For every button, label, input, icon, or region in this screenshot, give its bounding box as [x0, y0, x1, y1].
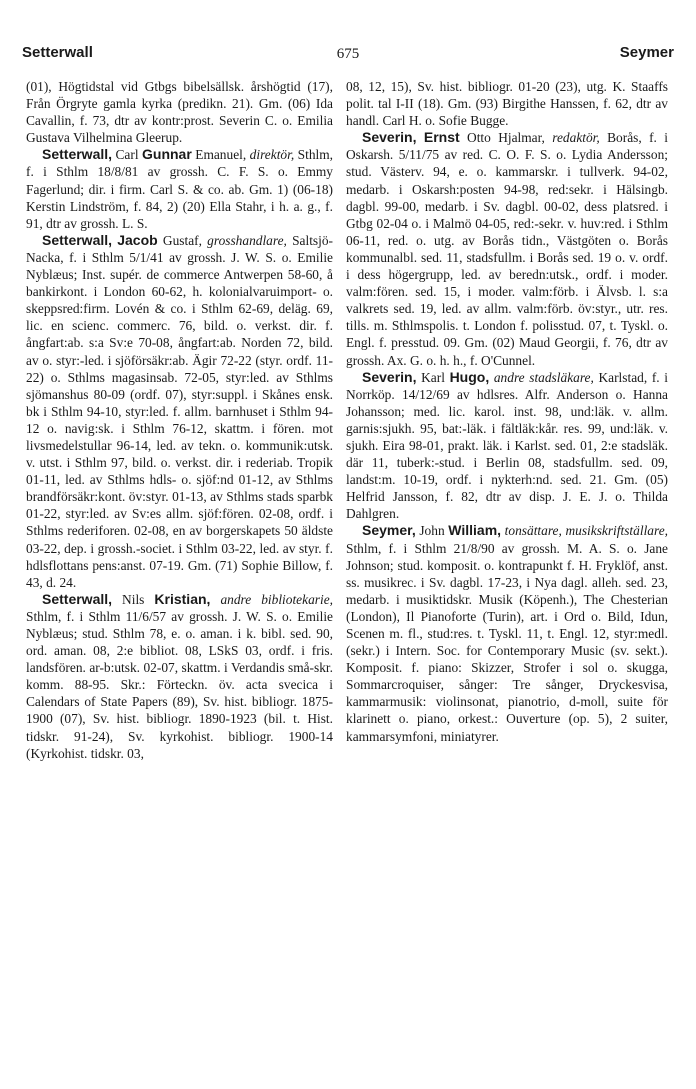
- right-column: [346, 78, 668, 745]
- entry-continuation: [346, 78, 668, 129]
- entry-occupation: direktör,: [249, 147, 295, 163]
- entry-given-names: [416, 130, 423, 145]
- entry-text: Sthlm, f. i Sthlm 21/8/90 av grossh. M. A. S. o. Jane Johnson; stud. komposit. o. kontrapunkt f. H. Fryklöf, anst. ss. musikrec. i Sv. dagbl. 17-23, i Nya dagl. alleh. sed. 23, medarb. i musiktidskr. Musik (Köpenh.), The Chesterian (London), Il Pianoforte (Turin), art. i Ord o. Bild, Idun, Scenen m. fl., stud:res. t. Tyskl. 11, t. Engl. 12, styr:medl. (sekr.) i Intern. Soc. for Contemporary Music (sv. sekt.). Komposit. f. piano: Skizzer, Strofer i sol o. skugga, Sommarcroquiser, sånger: Tre sånger, Dryckesvisa, kammarmusik: violinsonat, pianotrio, d-moll, suite för klarinett o. piano, orkest.: Ouverture (op. 5), 2 suiter, kammarsymfoni, miniatyrer.: [346, 540, 668, 744]
- left-column: [26, 78, 333, 762]
- entry-call-name: Kristian,: [154, 590, 211, 607]
- entry-text: Sthlm, f. i Sthlm 11/6/57 av grossh. J. W. S. o. Emilie Nyblæus; stud. Sthlm 78, e. o. aman. i k. bibl. sed. 90, ord. aman. 08, 2:e bibliot. 08, LSkS 03, ordf. i fris. landsfören. ar-b:utsk. 02-07, skattm. i Verdandis små-skr. komm. 88-95. Skr.: Förteckn. öv. acta svecica i Calendars of State Papers (89), Sv. hist. bibliogr. 1875-1900 (07), Sv. hist. bibliogr. 1890-1923 (bil. t. Hist. tidskr. 91-24), Sv. kyrkohist. bibliogr. 1900-14 (Kyrkohist. tidskr. 03,: [26, 608, 333, 761]
- entry-given-names: Nils: [112, 591, 155, 607]
- header-left-guide-word: Setterwall: [22, 44, 93, 61]
- entry-surname: Severin,: [362, 368, 417, 385]
- entry-given-names: Karl: [416, 369, 450, 385]
- entry-occupation: andre stadsläkare,: [493, 369, 594, 385]
- entry-continuation: [26, 78, 333, 146]
- entry-text: Karlstad, f. i Norrköp. 14/12/69 av hdlsres. Alfr. Anderson o. Hanna Johansson; med. lic. karol. inst. 98, und:läk. v. allm. garnis:sjukh. 95, bat:-läk. i fältläk:kår. res. 99, und:läk. v. sjukh. Eira 98-01, prakt. läk. i Karlst. sed. 01, 2:e stadsläk. där 11, tuberk:-stud. i Berlin 08, stadsfullm. sed. 09, landst:m. 10-19, ordf. i nykterh:nd. sed. 21. Gm. (05) Helfrid Jansson, f. 82, dtr av disp. J. E. J. o. Thilda Dahlgren.: [346, 369, 668, 522]
- entry-surname: Setterwall,: [42, 590, 113, 607]
- biography-entry: [346, 129, 668, 368]
- entry-occupation: redaktör,: [552, 130, 600, 146]
- entry-call-name: Hugo,: [449, 368, 490, 385]
- entry-given-names: Emanuel,: [191, 147, 250, 163]
- entry-surname: Severin,: [362, 129, 417, 146]
- entry-call-name: Jacob: [117, 231, 158, 248]
- entry-surname: Seymer,: [362, 522, 416, 539]
- entry-text: Borås, f. i Oskarsh. 5/11/75 av red. C. O. F. S. o. Lydia Andersson; stud. Västerv. 94, e. o. kammarskr. i tullverk. 94-02, medarb. i Oskarsh:posten 94-98, red:sekr. i Hälsingb. dagbl. 99-00, medarb. i Sv. dagbl. 00-02, dess platsred. i Gtbg 02-04 o. i Malmö 04-05, red:-sekr. v. huv:red. i Sthlm 06-11, red. o. utg. av Borås tidn., Västgöten o. Borås kommunalbl. sed. 11, stadsfullm. i Borås sed. 19 o. v. ordf. i dess högergrupp, led. av beredn:utsk., ordf. i moder. valm:fören. sed. 15, i moder. valm:förb. i Älvsb. l. s:a valkrets sed. 19, led. av allm. valm:förb. öv:styr., utr. res. tills. m. Sthlmspolis. t. London f. polisstud. 07, t. Tyskl. o. Engl. f. presstud. 09. Gm. (02) Maud Georgii, f. 76, dtr av grossh. Ax. G. o. h. h., f. O'Cunnel.: [346, 130, 668, 368]
- entry-text: Sthlm, f. i Sthlm 18/8/81 av grossh. C. F. S. o. Emmy Fagerlund; dir. i firm. Carl S. & co. ab. Gm. 1) (06-18) Kerstin Lindström, f. 84, 2) (20) Ella Stahr, i h. a. g., f. 91, dtr av grossh. L. S.: [26, 147, 333, 231]
- entry-occupation: andre bibliotekarie,: [220, 591, 333, 607]
- entry-occupation: grosshandlare,: [207, 232, 287, 248]
- biography-entry: [26, 146, 333, 231]
- header-right-guide-word: Seymer: [619, 44, 674, 61]
- biography-entry: [26, 591, 333, 762]
- biography-entry: [346, 522, 668, 744]
- entry-given-names: Carl: [112, 147, 143, 163]
- entry-call-name: William,: [448, 522, 502, 539]
- running-header: [22, 44, 674, 66]
- entry-occupation: tonsättare, musikskriftställare,: [504, 523, 668, 539]
- entry-given-names: Otto Hjalmar,: [459, 130, 553, 146]
- entry-given-names: Gustaf,: [157, 232, 208, 248]
- biography-entry: [346, 369, 668, 523]
- entry-surname: Setterwall,: [42, 231, 113, 248]
- biography-entry: [26, 232, 333, 591]
- entry-text: Saltsjö-Nacka, f. i Sthlm 5/1/41 av grossh. J. W. S. o. Emilie Nyblæus; Inst. supér. de commerce Antwerpen 58-60, å bankirkont. i London 60-62, h. kolonialvaruimport- o. skeppsred:firm. Lovén & co. i Sthlm 62-69, deläg. 69, lic. en scienc. commerc. 76, bild. o. verkst. dir. f. ångfart:ab. s:a Sv:e 70-08, ångfart:ab. Norden 72, bild. av o. styr:-led. i sjöförsäkr:ab. Ägir 72-22 (styr. ordf. 11-22) o. Sthlms magasinsab. 72-05, styr:led. av Sthlms sjömanshus 80-09 (ordf. 07), styr:suppl. i Skånes ensk. bk i Sthlm 94-10, styr:led. f. allm. barnhuset i Sthlm 94-12 o. navig:sk. i Sthlm 76-12, skattm. i fören. mot livsmedelstullar 96-14, led. av tekn. o. kommunik:utsk. v. utst. i Sthlm 97, bild. o. verkst. dir. i rederiab. Tropik 01-11, led. av Sthlms hdls- o. sjöf:nd 01-12, av Sthlms brandförsäkr:kont. öv:styr. 01-13, av Sthlms stads sparbk 01-22, styr:led. av Sv:es allm. sjöf:fören. 02-08, ordf. i Sthlms rederiforen. 02-08, en av borgerskapets 50 äldste 03-22, dep. i grossh.-societ. i Sthlm 03-22, led. av styr. f. hdlsflottans pens:anst. 07-19. Gm. (71) Sophie Billow, f. 43, d. 24.: [26, 232, 334, 590]
- entry-surname: Setterwall,: [42, 146, 113, 163]
- entry-call-name: Ernst: [423, 129, 460, 146]
- page-number: 675: [336, 46, 360, 62]
- entry-text: (01), Högtidstal vid Gtbgs bibelsällsk. årshögtid (17), Från Örgryte gamla kyrka (predikn. 21). Gm. (06) Ida Cavallin, f. 73, dtr av kontr:prost. Severin C. o. Emilia Gustava Vilhelmina Gleerup.: [26, 79, 333, 146]
- entry-call-name: Gunnar: [142, 146, 192, 163]
- entry-text: 08, 12, 15), Sv. hist. bibliogr. 01-20 (23), utg. K. Staaffs polit. tal I-II (18). Gm. (93) Birgithe Hanssen, f. 62, dtr av handl. Carl H. o. Sofie Bugge.: [346, 79, 668, 129]
- entry-given-names: [210, 592, 220, 607]
- entry-given-names: John: [415, 523, 449, 539]
